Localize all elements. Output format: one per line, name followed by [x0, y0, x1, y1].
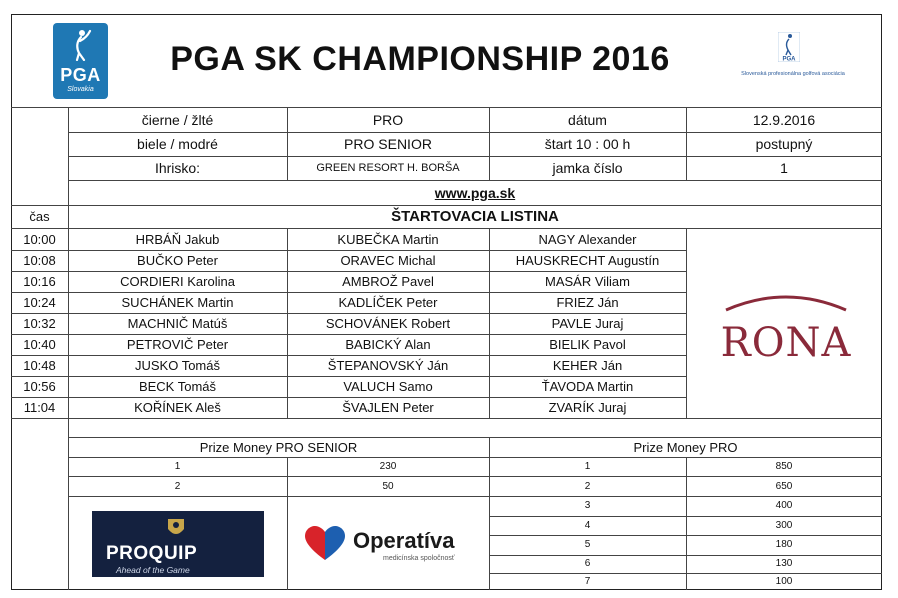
info-course-label: Ihrisko: [154, 160, 201, 176]
pga-logo-subtext: Slovakia [67, 86, 94, 93]
operativa-logo-text: Operatíva [353, 528, 455, 553]
prize-amount: 850 [775, 461, 793, 473]
pga-logo-text: PGA [60, 65, 101, 85]
start-list-title: ŠTARTOVACIA LISTINA [391, 208, 559, 225]
tee-time: 10:32 [23, 316, 56, 331]
player-2: SCHOVÁNEK Robert [325, 316, 451, 331]
prize-senior-title: Prize Money PRO SENIOR [199, 439, 358, 455]
tee-time: 10:48 [23, 358, 56, 373]
player-2: ŠTEPANOVSKÝ Ján [327, 358, 449, 373]
tee-time: 10:00 [23, 232, 56, 247]
proquip-logo [92, 511, 264, 577]
prize-place: 2 [174, 480, 181, 492]
ryder-cup-crest-icon [164, 517, 188, 539]
tee-time: 10:40 [23, 337, 56, 352]
player-1: MACHNIČ Matúš [127, 316, 228, 331]
player-1: KOŘÍNEK Aleš [134, 400, 221, 415]
prize-amount: 130 [775, 558, 793, 570]
info-category-1: PRO [372, 112, 404, 128]
golfer-icon [67, 29, 93, 61]
player-1: PETROVIČ Peter [126, 337, 229, 352]
prize-place: 1 [584, 461, 591, 473]
prize-place: 1 [174, 461, 181, 473]
rule [489, 229, 490, 418]
player-3: FRIEZ Ján [556, 295, 619, 310]
prize-amount: 300 [775, 519, 793, 531]
website-link[interactable]: www.pga.sk [434, 185, 516, 201]
prize-amount: 400 [775, 500, 793, 512]
player-1: HRBÁŇ Jakub [135, 232, 220, 247]
player-1: JUSKO Tomáš [134, 358, 220, 373]
player-3: PAVLE Juraj [551, 316, 624, 331]
rona-logo [706, 290, 866, 370]
player-2: ŠVAJLEN Peter [342, 400, 434, 415]
prize-place: 7 [584, 576, 591, 587]
player-2: AMBROŽ Pavel [342, 274, 434, 289]
proquip-tagline: Ahead of the Game [116, 565, 190, 575]
prize-pro-title: Prize Money PRO [633, 439, 738, 455]
time-column-header: čas [29, 209, 50, 224]
prize-place: 6 [584, 558, 591, 570]
player-3: ŤAVODA Martin [541, 379, 634, 394]
prize-amount: 650 [775, 480, 793, 492]
prize-amount: 50 [382, 480, 394, 492]
golfer-icon [778, 32, 800, 62]
info-colors-1: čierne / žlté [141, 112, 214, 128]
rule [287, 229, 288, 418]
player-1: CORDIERI Karolina [120, 274, 235, 289]
player-3: NAGY Alexander [538, 232, 637, 247]
prize-amount: 180 [775, 539, 793, 551]
player-2: BABICKÝ Alan [345, 337, 431, 352]
player-2: KUBEČKA Martin [337, 232, 439, 247]
prize-amount: 100 [775, 576, 793, 587]
info-course-value: GREEN RESORT H. BORŠA [316, 162, 460, 174]
player-1: BUČKO Peter [137, 253, 218, 268]
info-hole-label: jamka číslo [552, 160, 623, 176]
rona-arc-icon [724, 290, 848, 312]
player-3: MASÁR Viliam [544, 274, 630, 289]
operativa-tagline: medicínska spoločnosť [383, 555, 455, 562]
operativa-logo [305, 524, 475, 564]
pga-association-caption: Slovenská profesionálna golfová asociácia [741, 71, 845, 77]
prize-place: 5 [584, 539, 591, 551]
rona-logo-text: RONA [720, 320, 852, 366]
player-3: ZVARÍK Juraj [548, 400, 627, 415]
player-2: ORAVEC Michal [340, 253, 436, 268]
info-colors-2: biele / modré [137, 136, 218, 152]
tee-time: 10:08 [23, 253, 56, 268]
player-1: SUCHÁNEK Martin [121, 295, 234, 310]
prize-place: 3 [584, 500, 591, 512]
info-start-type: postupný [755, 136, 813, 152]
rule [686, 229, 687, 418]
pga-association-logo [734, 26, 852, 96]
rule [11, 418, 882, 419]
player-2: VALUCH Samo [343, 379, 433, 394]
proquip-logo-text: PROQUIP [106, 543, 198, 564]
tee-time: 11:04 [23, 400, 56, 415]
info-category-2: PRO SENIOR [344, 136, 432, 152]
info-date-value: 12.9.2016 [752, 112, 816, 128]
prize-place: 2 [584, 480, 591, 492]
player-3: KEHER Ján [552, 358, 623, 373]
page-title: PGA SK CHAMPIONSHIP 2016 [170, 40, 670, 78]
player-1: BECK Tomáš [138, 379, 217, 394]
player-3: HAUSKRECHT Augustín [515, 253, 660, 268]
tee-time: 10:24 [23, 295, 56, 310]
tee-time: 10:56 [23, 379, 56, 394]
info-date-label: dátum [568, 112, 607, 128]
prize-place: 4 [584, 519, 591, 531]
player-2: KADLÍČEK Peter [338, 295, 438, 310]
pga-small-text: PGA [782, 56, 796, 62]
rule [68, 229, 69, 418]
player-3: BIELIK Pavol [549, 337, 626, 352]
info-hole-value: 1 [780, 160, 788, 176]
heart-icon [305, 526, 345, 562]
pga-slovakia-logo [53, 23, 108, 99]
prize-amount: 230 [379, 461, 397, 473]
tee-time: 10:16 [23, 274, 56, 289]
info-start-label: štart 10 : 00 h [544, 136, 631, 152]
